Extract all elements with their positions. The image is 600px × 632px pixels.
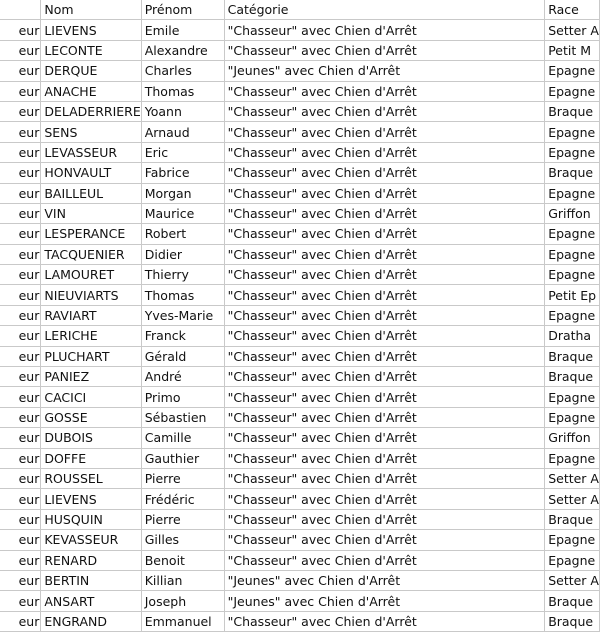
cell-nom[interactable]: LECONTE <box>41 40 141 60</box>
cell-col0[interactable]: eur <box>0 509 41 529</box>
cell-race[interactable]: Epagne <box>545 61 600 81</box>
table-row <box>0 265 600 285</box>
cell-col0[interactable]: eur <box>0 20 41 40</box>
table-row <box>0 203 600 223</box>
cell-col0[interactable]: eur <box>0 530 41 550</box>
cell-categorie[interactable]: "Chasseur" avec Chien d'Arrêt <box>224 509 545 529</box>
cell-race[interactable]: Setter A <box>545 20 600 40</box>
cell-nom[interactable]: NIEUVIARTS <box>41 285 141 305</box>
cell-nom[interactable]: BERTIN <box>41 570 141 590</box>
cell-categorie[interactable]: "Chasseur" avec Chien d'Arrêt <box>224 265 545 285</box>
cell-prenom[interactable]: Yves-Marie <box>141 305 224 325</box>
cell-race[interactable]: Epagne <box>545 550 600 570</box>
cell-race[interactable]: Epagne <box>545 224 600 244</box>
cell-nom[interactable]: LERICHE <box>41 326 141 346</box>
cell-categorie[interactable]: "Chasseur" avec Chien d'Arrêt <box>224 489 545 509</box>
header-cell-nom[interactable]: Nom <box>41 0 141 20</box>
cell-categorie[interactable]: "Chasseur" avec Chien d'Arrêt <box>224 40 545 60</box>
cell-col0[interactable]: eur <box>0 40 41 60</box>
cell-col0[interactable]: eur <box>0 265 41 285</box>
cell-race[interactable]: Epagne <box>545 244 600 264</box>
cell-prenom[interactable]: Sébastien <box>141 407 224 427</box>
cell-categorie[interactable]: "Chasseur" avec Chien d'Arrêt <box>224 244 545 264</box>
cell-race[interactable]: Epagne <box>545 407 600 427</box>
cell-prenom[interactable]: Alexandre <box>141 40 224 60</box>
cell-col0[interactable]: eur <box>0 387 41 407</box>
cell-prenom[interactable]: Emile <box>141 20 224 40</box>
cell-nom[interactable]: DUBOIS <box>41 428 141 448</box>
cell-prenom[interactable]: Franck <box>141 326 224 346</box>
cell-nom[interactable]: CACICI <box>41 387 141 407</box>
cell-col0[interactable]: eur <box>0 367 41 387</box>
cell-nom[interactable]: ANACHE <box>41 81 141 101</box>
cell-categorie[interactable]: "Chasseur" avec Chien d'Arrêt <box>224 183 545 203</box>
table-row <box>0 40 600 60</box>
cell-nom[interactable]: GOSSE <box>41 407 141 427</box>
cell-prenom[interactable]: Emmanuel <box>141 611 224 631</box>
header-cell-0[interactable] <box>0 0 41 20</box>
cell-col0[interactable]: eur <box>0 489 41 509</box>
cell-prenom[interactable]: Didier <box>141 244 224 264</box>
cell-race[interactable]: Epagne <box>545 305 600 325</box>
cell-prenom[interactable]: Yoann <box>141 101 224 121</box>
cell-prenom[interactable]: Killian <box>141 570 224 590</box>
table-row <box>0 20 600 40</box>
cell-race[interactable]: Braque <box>545 101 600 121</box>
table-row <box>0 468 600 488</box>
cell-prenom[interactable]: Robert <box>141 224 224 244</box>
table-row <box>0 448 600 468</box>
table-row <box>0 61 600 81</box>
cell-categorie[interactable]: "Chasseur" avec Chien d'Arrêt <box>224 142 545 162</box>
cell-col0[interactable]: eur <box>0 428 41 448</box>
cell-race[interactable]: Braque <box>545 611 600 631</box>
cell-categorie[interactable]: "Jeunes" avec Chien d'Arrêt <box>224 591 545 611</box>
cell-race[interactable]: Braque <box>545 346 600 366</box>
cell-prenom[interactable]: Thierry <box>141 265 224 285</box>
cell-col0[interactable]: eur <box>0 326 41 346</box>
table-row <box>0 305 600 325</box>
cell-race[interactable]: Braque <box>545 163 600 183</box>
cell-categorie[interactable]: "Chasseur" avec Chien d'Arrêt <box>224 81 545 101</box>
cell-nom[interactable]: DERQUE <box>41 61 141 81</box>
cell-col0[interactable]: eur <box>0 122 41 142</box>
table-row <box>0 530 600 550</box>
cell-col0[interactable]: eur <box>0 101 41 121</box>
cell-nom[interactable]: LEVASSEUR <box>41 142 141 162</box>
cell-categorie[interactable]: "Chasseur" avec Chien d'Arrêt <box>224 122 545 142</box>
cell-categorie[interactable]: "Jeunes" avec Chien d'Arrêt <box>224 61 545 81</box>
cell-nom[interactable]: RAVIART <box>41 305 141 325</box>
table-row <box>0 183 600 203</box>
table-row <box>0 428 600 448</box>
cell-prenom[interactable]: Morgan <box>141 183 224 203</box>
cell-prenom[interactable]: Thomas <box>141 81 224 101</box>
cell-prenom[interactable]: Charles <box>141 61 224 81</box>
cell-race[interactable]: Epagne <box>545 448 600 468</box>
cell-categorie[interactable]: "Chasseur" avec Chien d'Arrêt <box>224 163 545 183</box>
cell-categorie[interactable]: "Chasseur" avec Chien d'Arrêt <box>224 20 545 40</box>
table-row <box>0 142 600 162</box>
header-cell-prenom[interactable]: Prénom <box>141 0 224 20</box>
cell-nom[interactable]: DELADERRIERE <box>41 101 141 121</box>
cell-col0[interactable]: eur <box>0 570 41 590</box>
cell-col0[interactable]: eur <box>0 305 41 325</box>
cell-prenom[interactable]: Eric <box>141 142 224 162</box>
cell-categorie[interactable]: "Chasseur" avec Chien d'Arrêt <box>224 305 545 325</box>
cell-race[interactable]: Epagne <box>545 387 600 407</box>
cell-prenom[interactable]: Fabrice <box>141 163 224 183</box>
cell-categorie[interactable]: "Chasseur" avec Chien d'Arrêt <box>224 611 545 631</box>
cell-nom[interactable]: DOFFE <box>41 448 141 468</box>
cell-prenom[interactable]: Gauthier <box>141 448 224 468</box>
cell-col0[interactable]: eur <box>0 244 41 264</box>
cell-categorie[interactable]: "Chasseur" avec Chien d'Arrêt <box>224 387 545 407</box>
cell-col0[interactable]: eur <box>0 448 41 468</box>
cell-prenom[interactable]: Benoit <box>141 550 224 570</box>
cell-nom[interactable]: SENS <box>41 122 141 142</box>
cell-nom[interactable]: KEVASSEUR <box>41 530 141 550</box>
cell-race[interactable]: Setter A <box>545 489 600 509</box>
cell-nom[interactable]: LIEVENS <box>41 489 141 509</box>
cell-prenom[interactable]: Camille <box>141 428 224 448</box>
cell-col0[interactable]: eur <box>0 61 41 81</box>
table-row <box>0 244 600 264</box>
cell-nom[interactable]: PLUCHART <box>41 346 141 366</box>
cell-categorie[interactable]: "Chasseur" avec Chien d'Arrêt <box>224 203 545 223</box>
cell-categorie[interactable]: "Chasseur" avec Chien d'Arrêt <box>224 428 545 448</box>
cell-col0[interactable]: eur <box>0 611 41 631</box>
cell-race[interactable]: Epagne <box>545 142 600 162</box>
table-row <box>0 81 600 101</box>
cell-prenom[interactable]: Pierre <box>141 509 224 529</box>
cell-col0[interactable]: eur <box>0 550 41 570</box>
table-row <box>0 611 600 631</box>
table-row <box>0 570 600 590</box>
cell-race[interactable]: Epagne <box>545 265 600 285</box>
table-row <box>0 367 600 387</box>
table-row <box>0 285 600 305</box>
cell-categorie[interactable]: "Chasseur" avec Chien d'Arrêt <box>224 285 545 305</box>
cell-categorie[interactable]: "Chasseur" avec Chien d'Arrêt <box>224 407 545 427</box>
cell-categorie[interactable]: "Chasseur" avec Chien d'Arrêt <box>224 224 545 244</box>
cell-categorie[interactable]: "Chasseur" avec Chien d'Arrêt <box>224 448 545 468</box>
cell-prenom[interactable]: Primo <box>141 387 224 407</box>
cell-race[interactable]: Dratha <box>545 326 600 346</box>
cell-race[interactable]: Braque <box>545 367 600 387</box>
cell-col0[interactable]: eur <box>0 81 41 101</box>
cell-nom[interactable]: LIEVENS <box>41 20 141 40</box>
cell-categorie[interactable]: "Chasseur" avec Chien d'Arrêt <box>224 346 545 366</box>
cell-prenom[interactable]: Gilles <box>141 530 224 550</box>
cell-prenom[interactable]: André <box>141 367 224 387</box>
header-cell-race[interactable]: Race <box>545 0 600 20</box>
cell-nom[interactable]: LAMOURET <box>41 265 141 285</box>
cell-prenom[interactable]: Gérald <box>141 346 224 366</box>
cell-categorie[interactable]: "Chasseur" avec Chien d'Arrêt <box>224 101 545 121</box>
table-row <box>0 509 600 529</box>
cell-race[interactable]: Epagne <box>545 530 600 550</box>
cell-col0[interactable]: eur <box>0 142 41 162</box>
cell-race[interactable]: Setter A <box>545 570 600 590</box>
cell-race[interactable]: Griffon <box>545 203 600 223</box>
cell-categorie[interactable]: "Jeunes" avec Chien d'Arrêt <box>224 570 545 590</box>
cell-nom[interactable]: ROUSSEL <box>41 468 141 488</box>
cell-categorie[interactable]: "Chasseur" avec Chien d'Arrêt <box>224 367 545 387</box>
cell-prenom[interactable]: Maurice <box>141 203 224 223</box>
header-row <box>0 0 600 20</box>
cell-race[interactable]: Epagne <box>545 183 600 203</box>
cell-prenom[interactable]: Frédéric <box>141 489 224 509</box>
cell-race[interactable]: Petit M <box>545 40 600 60</box>
table-row <box>0 224 600 244</box>
cell-nom[interactable]: VIN <box>41 203 141 223</box>
cell-nom[interactable]: BAILLEUL <box>41 183 141 203</box>
cell-categorie[interactable]: "Chasseur" avec Chien d'Arrêt <box>224 530 545 550</box>
table-row <box>0 489 600 509</box>
cell-nom[interactable]: LESPERANCE <box>41 224 141 244</box>
cell-col0[interactable]: eur <box>0 468 41 488</box>
cell-nom[interactable]: TACQUENIER <box>41 244 141 264</box>
cell-col0[interactable]: eur <box>0 163 41 183</box>
table-row <box>0 326 600 346</box>
header-cell-categorie[interactable]: Catégorie <box>224 0 545 20</box>
cell-col0[interactable]: eur <box>0 285 41 305</box>
cell-race[interactable]: Braque <box>545 591 600 611</box>
cell-race[interactable]: Braque <box>545 509 600 529</box>
cell-prenom[interactable]: Thomas <box>141 285 224 305</box>
cell-race[interactable]: Griffon <box>545 428 600 448</box>
cell-categorie[interactable]: "Chasseur" avec Chien d'Arrêt <box>224 468 545 488</box>
table-row <box>0 101 600 121</box>
table-row <box>0 122 600 142</box>
table-row <box>0 591 600 611</box>
cell-col0[interactable]: eur <box>0 591 41 611</box>
cell-prenom[interactable]: Pierre <box>141 468 224 488</box>
cell-nom[interactable]: ANSART <box>41 591 141 611</box>
table-row <box>0 387 600 407</box>
cell-nom[interactable]: PANIEZ <box>41 367 141 387</box>
cell-nom[interactable]: HONVAULT <box>41 163 141 183</box>
table-row <box>0 346 600 366</box>
cell-race[interactable]: Setter A <box>545 468 600 488</box>
cell-race[interactable]: Epagne <box>545 122 600 142</box>
cell-col0[interactable]: eur <box>0 224 41 244</box>
cell-categorie[interactable]: "Chasseur" avec Chien d'Arrêt <box>224 550 545 570</box>
table-row <box>0 550 600 570</box>
cell-col0[interactable]: eur <box>0 407 41 427</box>
cell-categorie[interactable]: "Chasseur" avec Chien d'Arrêt <box>224 326 545 346</box>
cell-prenom[interactable]: Joseph <box>141 591 224 611</box>
cell-race[interactable]: Epagne <box>545 81 600 101</box>
cell-col0[interactable]: eur <box>0 203 41 223</box>
cell-nom[interactable]: ENGRAND <box>41 611 141 631</box>
cell-col0[interactable]: eur <box>0 346 41 366</box>
cell-race[interactable]: Petit Ep <box>545 285 600 305</box>
cell-col0[interactable]: eur <box>0 183 41 203</box>
cell-nom[interactable]: HUSQUIN <box>41 509 141 529</box>
table-row <box>0 163 600 183</box>
cell-prenom[interactable]: Arnaud <box>141 122 224 142</box>
cell-nom[interactable]: RENARD <box>41 550 141 570</box>
table-row <box>0 407 600 427</box>
